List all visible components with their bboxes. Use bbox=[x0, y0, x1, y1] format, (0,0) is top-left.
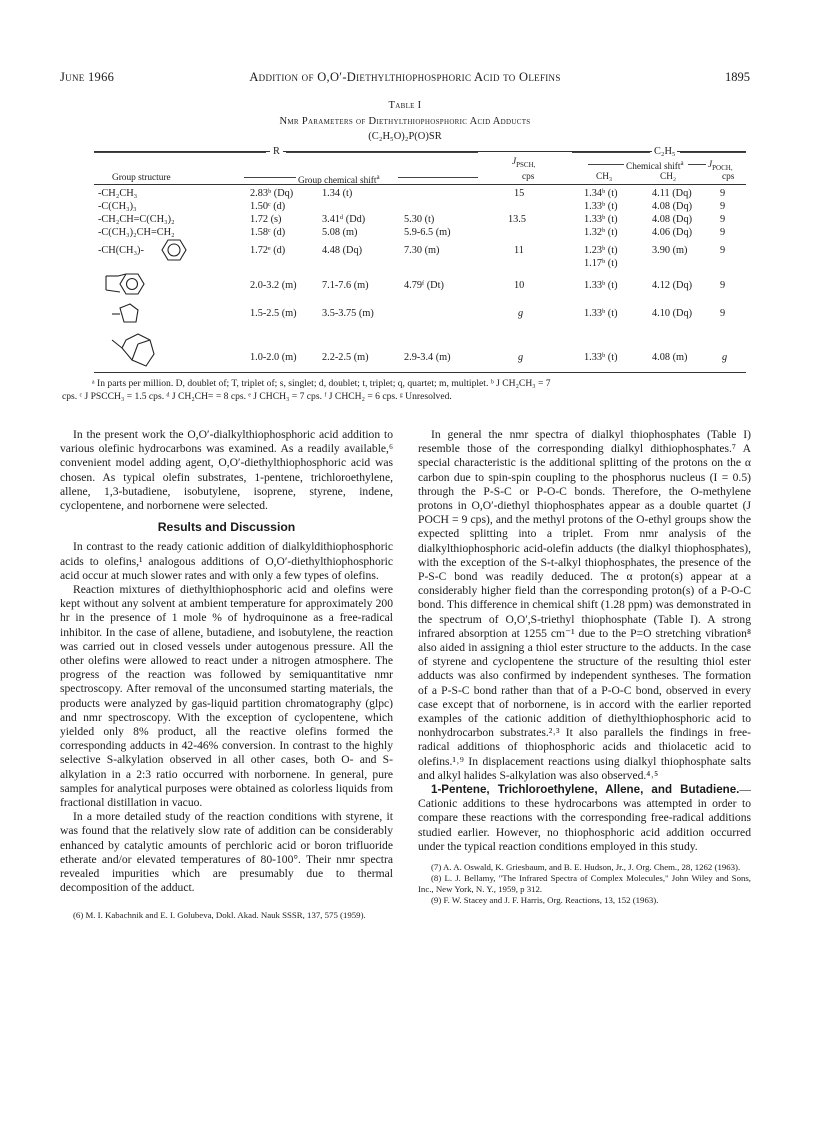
col-group-structure: Group structure bbox=[112, 173, 171, 183]
row7-ch3: 1.33ᵇ (t) bbox=[584, 308, 618, 319]
col-chem-shift: Chemical shift$^a$ bbox=[626, 159, 684, 173]
row7-shift1: 1.5-2.5 (m) bbox=[250, 308, 297, 319]
row7-jpoch: 9 bbox=[720, 308, 726, 319]
row4-shift2: 5.08 (m) bbox=[322, 227, 358, 238]
row6-shift2: 7.1-7.6 (m) bbox=[322, 280, 369, 291]
row8-shift3: 2.9-3.4 (m) bbox=[404, 352, 451, 363]
row2-jpoch: 9 bbox=[720, 201, 726, 212]
footnote-separator bbox=[60, 896, 393, 910]
footnote-6: (6) M. I. Kabachnik and E. I. Golubeva, Dokl. Akad. Nauk SSSR, 137, 575 (1959). bbox=[73, 909, 366, 920]
chem-shift-brace-left bbox=[588, 164, 624, 165]
row8-jpoch: g bbox=[722, 352, 728, 363]
row3-jpoch: 9 bbox=[720, 214, 726, 225]
row3-shift3: 5.30 (t) bbox=[404, 214, 435, 225]
left-paragraph-4: In a more detailed study of the reaction conditions with styrene, it was found that the relatively slow rate of addition can be considerably enhanced by catalytic amounts of perchloric acid or boron trifluoride etherate and/or elevated temperatures of 80-100°. Their nmr spectra revealed impurities which are presumably due to thermal decomposition of the adduct. bbox=[60, 810, 393, 895]
header-title: Addition of O,O′-Diethylthiophosphoric Acid to Olefins bbox=[249, 70, 561, 84]
row8-jpsch: g bbox=[518, 352, 524, 363]
table-bottom-rule bbox=[94, 372, 746, 373]
row5-ch2: 3.90 (m) bbox=[652, 245, 688, 256]
row5-group: -CH(CH₃)- bbox=[98, 245, 144, 256]
row1-ch3: 1.34ᵇ (t) bbox=[584, 188, 618, 199]
footnote-8: (8) L. J. Bellamy, "The Infrared Spectra of Complex Molecules," John Wiley and Sons, Inc., New York, N. Y., 1959, p 312. bbox=[418, 873, 751, 895]
col-r: R bbox=[270, 146, 283, 158]
running-header bbox=[60, 70, 750, 86]
section-heading: Results and Discussion bbox=[157, 520, 296, 535]
row5-shift1: 1.72ᵉ (d) bbox=[250, 245, 286, 256]
row2-ch2: 4.08 (Dq) bbox=[652, 201, 693, 212]
row8-shift2: 2.2-2.5 (m) bbox=[322, 352, 369, 363]
left-column bbox=[60, 428, 393, 921]
left-paragraph-3: Reaction mixtures of diethylthiophosphoric acid and olefins were kept without any solvent at ambient temperature for approximately 200 hr in the presence of 1 mole % of hydroquinone as a free-radical inhibitor. In the case of allene, butadiene, and isobutylene, the reaction was carried out in closed vessels under autogenous pressure. All the other olefins were allowed to react under a nitrogen atmosphere. The progress of the reaction was followed by semiquantitative nmr spectroscopy. After removal of the unconsumed starting materials, the products were analyzed by gas-liquid partition chromatography (glpc) and nmr spectroscopy. With the exception of cyclopentene, which yielded only 8% product, all the reactive olefins formed the corresponding adducts in 42-46% conversion. In contrast to the highly selective S-alkylation observed in all other cases, both O- and S-alkylation in a 2:3 ratio occurred with norbornene. In general, pure samples for analytical purposes were obtained as colorless liquids from fractional distillation in vacuo. bbox=[60, 583, 393, 810]
row6-ch2: 4.12 (Dq) bbox=[652, 280, 693, 291]
col-c2h5: C₂H₅ bbox=[654, 146, 676, 157]
row6-jpsch: 10 bbox=[514, 280, 525, 291]
row3-shift2: 3.41ᵈ (Dd) bbox=[322, 214, 366, 225]
row6-shift1: 2.0-3.2 (m) bbox=[250, 280, 297, 291]
row8-ch3: 1.33ᵇ (t) bbox=[584, 352, 618, 363]
row3-shift1: 1.72 (s) bbox=[250, 214, 282, 225]
row6-jpoch: 9 bbox=[720, 280, 726, 291]
row3-ch3: 1.33ᵇ (t) bbox=[584, 214, 618, 225]
group-shift-brace-right bbox=[398, 177, 478, 178]
col-jpsch-unit: cps bbox=[522, 172, 535, 182]
row2-ch3: 1.33ᵇ (t) bbox=[584, 201, 618, 212]
benzene-ring-icon bbox=[162, 238, 188, 262]
row5-shift3: 7.30 (m) bbox=[404, 245, 440, 256]
col-ch3: CH₃ bbox=[596, 172, 613, 182]
row4-shift3: 5.9-6.5 (m) bbox=[404, 227, 451, 238]
row1-ch2: 4.11 (Dq) bbox=[652, 188, 692, 199]
row3-group: -CH₂CH=C(CH₃)₂ bbox=[98, 214, 175, 225]
table-title: Nmr Parameters of Diethylthiophosphoric Acid Adducts bbox=[279, 116, 531, 127]
col-ch2: CH₂ bbox=[660, 172, 677, 182]
row3-ch2: 4.08 (Dq) bbox=[652, 214, 693, 225]
row4-shift1: 1.58ᶜ (d) bbox=[250, 227, 286, 238]
col-jpoch: $J_{POCH,}$ bbox=[708, 160, 733, 172]
row4-ch3: 1.32ᵇ (t) bbox=[584, 227, 618, 238]
right-paragraph-1: In general the nmr spectra of dialkyl thiophosphates (Table I) resemble those of the corresponding dialkyl dithiophosphates.⁷ A special characteristic is the additional splitting of the protons on the α carbon due to spin-spin coupling to the phosphorus nucleus (I = 0.5) through the P-S-C or P-O-C bonds. Therefore, the O-methylene protons in O,O′-diethyl thiophosphates appear as a double quartet (J POCH = 9 cps), and the methyl protons of the O-ethyl groups show the expected splitting into a triplet. From nmr analysis of the dialkylthiophosphoric acid-olefin adducts (the dialkyl thiophosphates), with the exception of the S-t-alkyl thiophosphates, the presence of the P-S-C bond was readily deduced. The α proton(s) appear at a considerably higher field than the corresponding proton(s) of a P-O-C bond. This difference in chemical shift (1.28 ppm) was demonstrated in the spectrum of O,O′,S-triethyl thiophosphate (Table I). A strong infrared absorption at 1255 cm⁻¹ due to the P=O stretching vibration⁸ also aided in assigning a thiol ester structure to the adducts. In the case of styrene and cyclopentene the structure of the resulting thiol ester adducts was also confirmed by independent syntheses. The formation of a P-S-C bond rather than that of a P-O-C bond, observed in every case except that of norbornene, is in accord with the earlier reported examples of the cationic addition of diethylthiophosphoric acid to nonhydrocarbon substrates.²˒³ It also parallels the findings in free-radical additions of thiophosphoric acids and thiolacetic acid to olefins.¹˒⁹ In displacement reactions using dialkyl thiophosphate salts and alkyl halides S-alkylation was also observed.⁴˒⁵ bbox=[418, 428, 751, 782]
row2-group: -C(CH₃)₃ bbox=[98, 201, 137, 212]
row1-shift2: 1.34 (t) bbox=[322, 188, 353, 199]
footnote-9: (9) F. W. Stacey and J. F. Harris, Org. Reactions, 13, 152 (1963). bbox=[431, 895, 659, 906]
row6-ch3: 1.33ᵇ (t) bbox=[584, 280, 618, 291]
table-label: Table I bbox=[388, 100, 422, 111]
left-paragraph-1: In the present work the O,O′-dialkylthiophosphoric acid addition to various olefinic hydrocarbons was examined. As a readily available,⁶ convenient model adding agent, O,O′-diethylthiophosphoric acid was chosen. As typical olefin substrates, 1-pentene, trichloroethylene, allene, 1,3-butadiene, isobutylene, isoprene, styrene, indene, cyclopentene, and norbornene were selected. bbox=[60, 428, 393, 513]
header-date: June 1966 bbox=[60, 70, 115, 84]
table-header-rule bbox=[94, 184, 746, 185]
row1-group: -CH₂CH₃ bbox=[98, 188, 138, 199]
footnote-separator-right bbox=[418, 854, 751, 862]
table-footnote-1: ᵃ In parts per million. D, doublet of; T, triplet of; s, singlet; d, doublet; t, triplet; q, quartet; m, multiplet. ᵇ J CH₂CH₃ = 7 bbox=[92, 378, 551, 389]
table-footnote-2: cps. ᶜ J PSCCH₃ = 1.5 cps. ᵈ J CH₂CH= = 8 cps. ᵉ J CHCH₃ = 7 cps. ᶠ J CHCH₂ = 6 cps. ᵍ Unresolved. bbox=[62, 391, 452, 402]
right-column bbox=[418, 428, 751, 906]
row6-shift3: 4.79ᶠ (Dt) bbox=[404, 280, 444, 291]
row4-group: -C(CH₃)₂CH=CH₂ bbox=[98, 227, 175, 238]
row1-shift1: 2.83ᵇ (Dq) bbox=[250, 188, 294, 199]
group-shift-brace-left bbox=[244, 177, 296, 178]
col-jpoch-unit: cps bbox=[722, 172, 735, 182]
row4-ch2: 4.06 (Dq) bbox=[652, 227, 693, 238]
r-brace-left bbox=[94, 152, 266, 153]
chem-shift-brace-right bbox=[688, 164, 706, 165]
row1-jpoch: 9 bbox=[720, 188, 726, 199]
subsection-lead: 1-Pentene, Trichloroethylene, Allene, and Butadiene. bbox=[431, 783, 740, 797]
row4-jpoch: 9 bbox=[720, 227, 726, 238]
row8-ch2: 4.08 (m) bbox=[652, 352, 688, 363]
cyclopentyl-structure-icon bbox=[112, 302, 142, 328]
row5-ch3-b: 1.17ᵇ (t) bbox=[584, 258, 618, 269]
row1-jpsch: 15 bbox=[514, 188, 525, 199]
row5-ch3: 1.23ᵇ (t) bbox=[584, 245, 618, 256]
row7-shift2: 3.5-3.75 (m) bbox=[322, 308, 374, 319]
row5-shift2: 4.48 (Dq) bbox=[322, 245, 363, 256]
indane-structure-icon bbox=[104, 272, 154, 298]
row5-jpoch: 9 bbox=[720, 245, 726, 256]
table-formula: (C₂H₅O)₂P(O)SR bbox=[368, 131, 442, 142]
row3-jpsch: 13.5 bbox=[508, 214, 527, 225]
row7-ch2: 4.10 (Dq) bbox=[652, 308, 693, 319]
page-number: 1895 bbox=[725, 70, 750, 84]
row8-shift1: 1.0-2.0 (m) bbox=[250, 352, 297, 363]
r-brace-right bbox=[286, 152, 478, 153]
c2h5-brace-left bbox=[572, 152, 650, 153]
norbornyl-structure-icon bbox=[110, 330, 160, 372]
col-jpsch: $J_{PSCH,}$ bbox=[512, 157, 536, 169]
col-group-shift: Group chemical shift$^a$ bbox=[298, 173, 380, 187]
right-paragraph-2: 1-Pentene, Trichloroethylene, Allene, and Butadiene.—Cationic additions to these hydrocarbons was attempted in order to compare these reactions with the corresponding free-radical additions studied earlier. However, no thiophosphoric acid addition occurred under the typical reaction conditions employed in this study. bbox=[418, 783, 751, 853]
footnote-7: (7) A. A. Oswald, K. Griesbaum, and B. E. Hudson, Jr., J. Org. Chem., 28, 1262 (1963). bbox=[431, 862, 741, 873]
row7-jpsch: g bbox=[518, 308, 524, 319]
left-paragraph-2: In contrast to the ready cationic addition of dialkyldithiophosphoric acids to olefins,¹ analogous additions of O,O′-diethylthiophosphoric acid occur at much slower rates and with only a few types of olefins. bbox=[60, 540, 393, 582]
row5-jpsch: 11 bbox=[514, 245, 524, 256]
row2-shift1: 1.50ᶜ (d) bbox=[250, 201, 286, 212]
c2h5-brace-right bbox=[680, 152, 746, 153]
